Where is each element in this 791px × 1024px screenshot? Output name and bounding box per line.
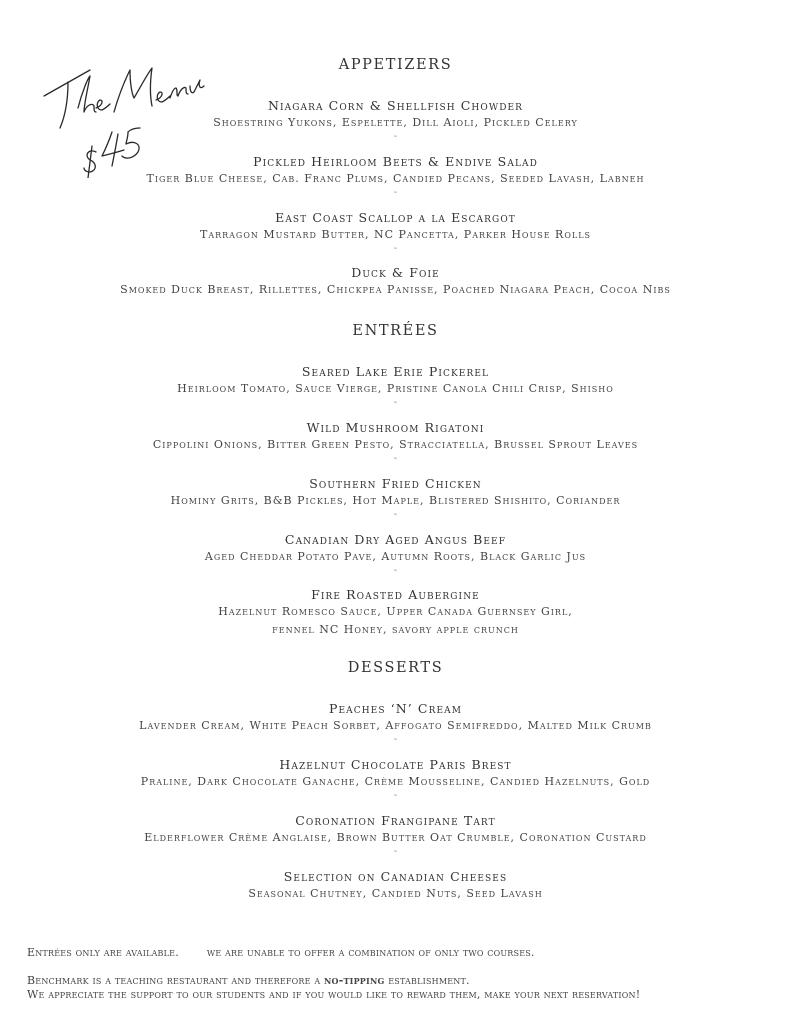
dish-name: Pickled Heirloom Beets & Endive Salad [253,154,538,169]
footer-appreciation-note: We appreciate the support to our students and if you would like to reward them, make your next reservation! [27,988,641,1001]
menu-item [0,701,791,745]
dish-name: Fire Roasted Aubergine [311,587,480,602]
dish-description: Tarragon Mustard Butter, NC Pancetta, Parker House Rolls [199,228,591,241]
menu-item [0,265,791,299]
footer-line1-end: establishment. [388,974,470,987]
separator: - [393,397,398,408]
separator: - [393,734,398,745]
dish-name: Hazelnut Chocolate Paris Brest [279,757,512,772]
dish-description: Praline, Dark Chocolate Ganache, Crème Mousseline, Candied Hazelnuts, Gold [140,775,651,788]
dish-name: East Coast Scallop a la Escargot [275,210,516,225]
dish-name: Duck & Foie [351,265,440,280]
separator: - [393,790,398,801]
menu-item [0,364,791,408]
dish-description: fennel NC Honey, savory apple crunch [272,623,519,636]
separator: - [393,846,398,857]
dish-description: Seasonal Chutney, Candied Nuts, Seed Lavash [248,887,543,900]
section-title-entrees: ENTRÉES [352,323,439,339]
dish-description: Smoked Duck Breast, Rillettes, Chickpea Panisse, Poached Niagara Peach, Cocoa Nibs [120,283,671,296]
dish-description: Cippolini Onions, Bitter Green Pesto, Stracciatella, Brussel Sprout Leaves [152,438,639,451]
dish-name: Canadian Dry Aged Angus Beef [284,532,507,547]
dish-name: Coronation Frangipane Tart [295,813,496,828]
dish-name: Seared Lake Erie Pickerel [301,364,490,379]
separator: - [393,565,398,576]
menu-item [0,210,791,254]
menu-item [0,757,791,801]
dish-description: Hominy Grits, B&B Pickles, Hot Maple, Blistered Shishito, Coriander [170,494,621,507]
footer-tipping-note [27,974,470,987]
dish-name: Peaches ‘N’ Cream [328,701,463,716]
separator: - [393,453,398,464]
menu-item [0,154,791,198]
section-title-appetizers: APPETIZERS [338,57,453,73]
dish-description: Shoestring Yukons, Espelette, Dill Aioli, Pickled Celery [213,116,578,129]
separator: - [393,243,398,254]
dish-description: Aged Cheddar Potato Pave, Autumn Roots, Black Garlic Jus [204,550,587,563]
menu-item [0,813,791,857]
menu-item [0,98,791,142]
footer-course-note [27,946,535,959]
dish-name: Selection on Canadian Cheeses [283,869,508,884]
dish-name: Wild Mushroom Rigatoni [306,420,485,435]
menu-item [0,476,791,520]
dish-description: Heirloom Tomato, Sauce Vierge, Pristine Canola Chili Crisp, Shisho [177,382,614,395]
section-title-desserts: DESSERTS [347,660,444,676]
separator: - [393,509,398,520]
dish-description: Elderflower Crème Anglaise, Brown Butter Oat Crumble, Coronation Custard [144,831,647,844]
menu-item [0,532,791,576]
dish-description: Hazelnut Romesco Sauce, Upper Canada Guernsey Girl, [218,605,573,618]
footer-courses-note: we are unable to offer a combination of only two courses. [206,946,535,959]
dish-description: Lavender Cream, White Peach Sorbet, Affogato Semifreddo, Malted Milk Crumb [139,719,652,732]
dish-description: Tiger Blue Cheese, Cab. Franc Plums, Candied Pecans, Seeded Lavash, Labneh [146,172,645,185]
separator: - [393,131,398,142]
menu-item [0,869,791,903]
menu-item [0,587,791,639]
menu-item [0,420,791,464]
footer-entrees-note: Entrées only are available. [27,946,179,959]
footer-no-tipping: no-tipping [324,974,385,987]
separator: - [393,187,398,198]
dish-name: Southern Fried Chicken [309,476,482,491]
dish-name: Niagara Corn & Shellfish Chowder [267,98,524,113]
footer-line1-start: Benchmark is a teaching restaurant and therefore a [27,974,321,987]
